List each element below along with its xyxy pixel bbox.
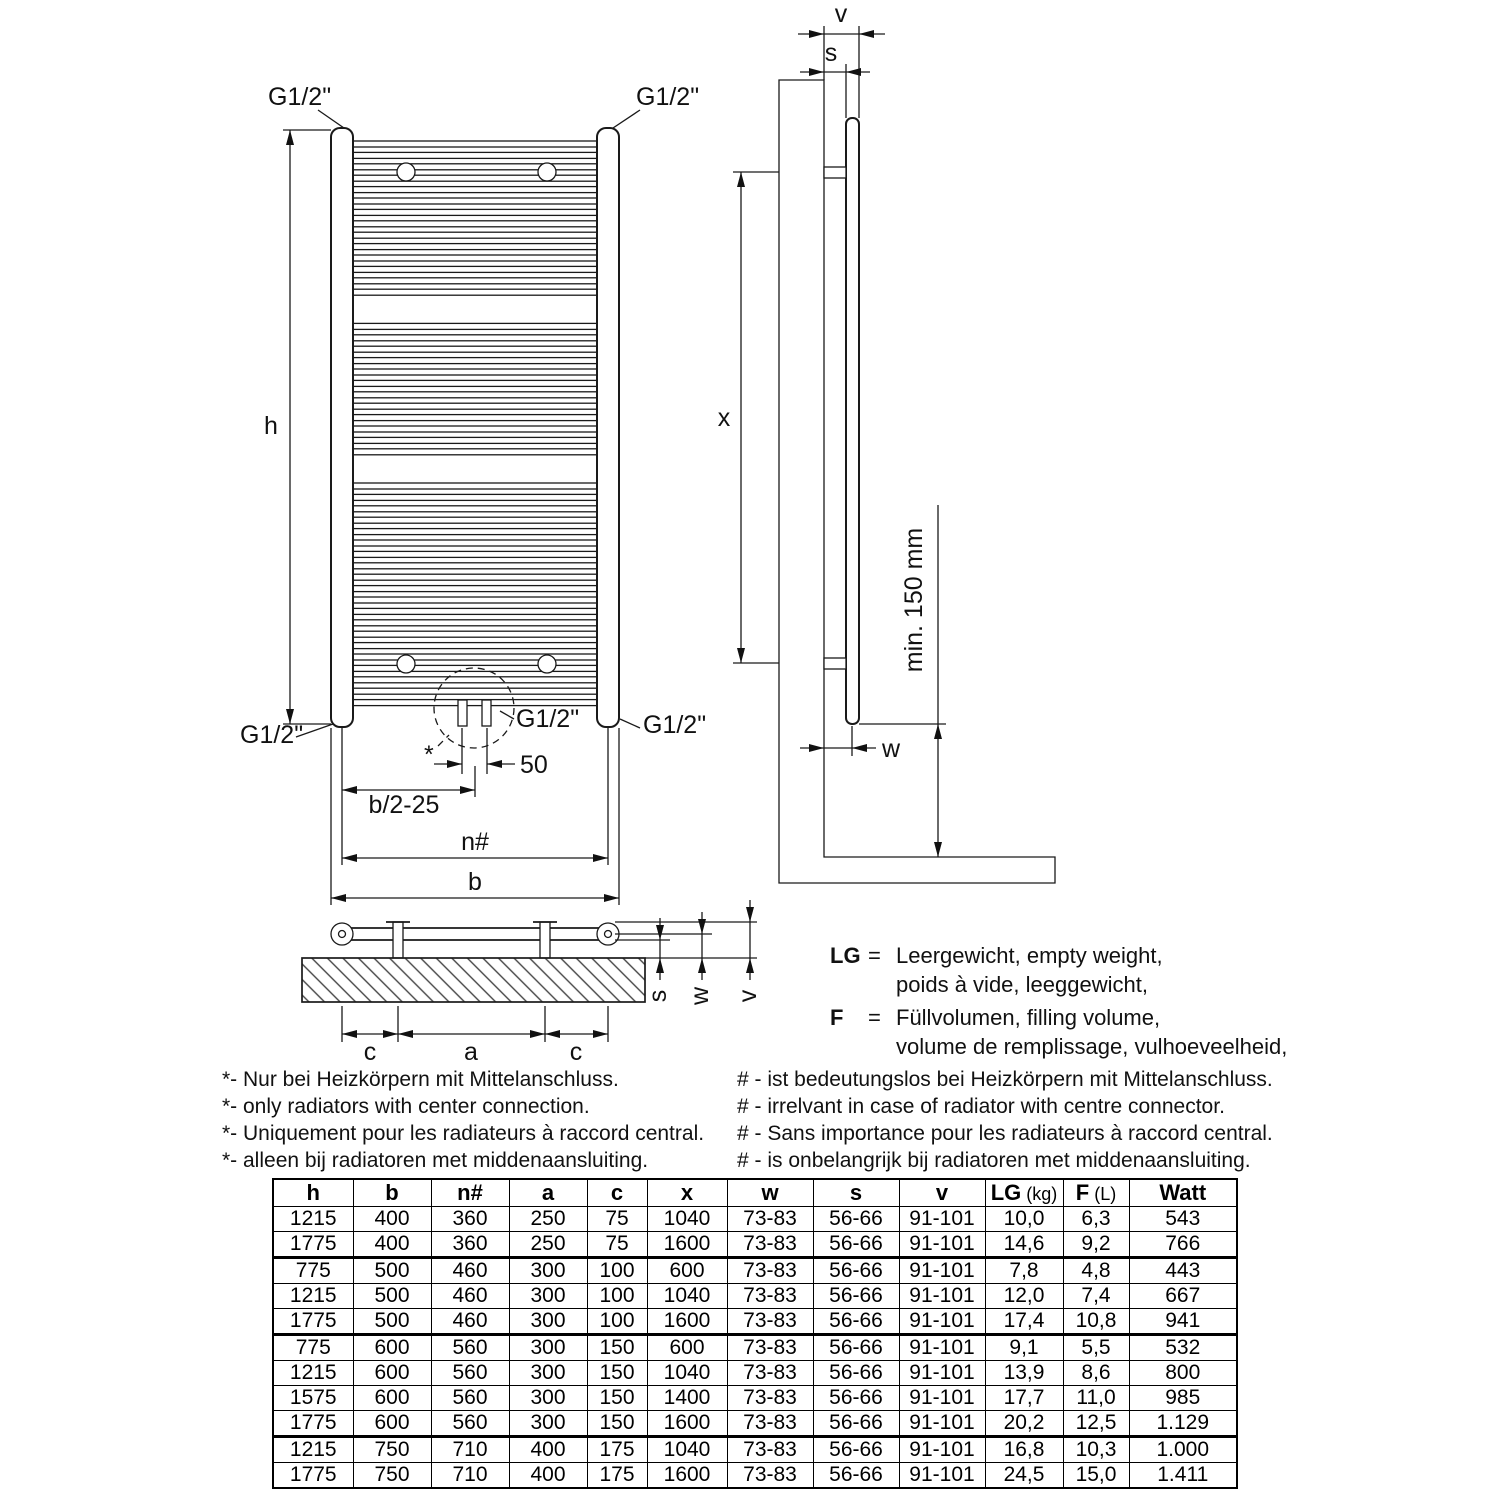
spec-cell: 56-66: [813, 1437, 899, 1463]
spec-cell: 500: [353, 1258, 431, 1284]
column-header-n: n#: [431, 1179, 509, 1207]
spec-cell: 150: [587, 1335, 647, 1361]
center-port: [458, 700, 467, 726]
spec-cell: 56-66: [813, 1361, 899, 1386]
spec-cell: 543: [1129, 1207, 1237, 1232]
spec-cell: 9,1: [985, 1335, 1063, 1361]
spec-cell: 300: [509, 1386, 587, 1411]
spec-cell: 17,7: [985, 1386, 1063, 1411]
spec-cell: 73-83: [727, 1284, 813, 1309]
spec-cell: 56-66: [813, 1232, 899, 1258]
spec-cell: 75: [587, 1232, 647, 1258]
spec-row: [273, 1463, 1237, 1489]
spec-cell: 560: [431, 1411, 509, 1437]
dim-b-label: b: [468, 868, 482, 896]
spec-cell: 1775: [273, 1232, 353, 1258]
spec-cell: 1400: [647, 1386, 727, 1411]
spec-row: [273, 1258, 1237, 1284]
dim-a-label: a: [464, 1038, 478, 1066]
dim-50-label: 50: [520, 751, 548, 779]
spec-cell: 1600: [647, 1232, 727, 1258]
footnote-line: *- only radiators with center connection.: [222, 1095, 590, 1118]
legend-item-f: [830, 1003, 1287, 1061]
spec-cell: 150: [587, 1411, 647, 1437]
spec-cell: 250: [509, 1207, 587, 1232]
spec-cell: 91-101: [899, 1437, 985, 1463]
plan-view: [302, 900, 762, 1066]
front-conn-top-left-label: G1/2": [268, 83, 332, 111]
spec-table: [272, 1178, 1238, 1489]
legend-text-line: Leergewicht, empty weight,: [896, 943, 1163, 968]
legend-text-line: volume de remplissage, vulhoeveelheid,: [896, 1034, 1288, 1059]
spec-table-body: [273, 1207, 1237, 1489]
dim-x-label: x: [717, 404, 731, 432]
spec-cell: 460: [431, 1258, 509, 1284]
spec-cell: 175: [587, 1437, 647, 1463]
radiator-side-profile: [846, 118, 859, 724]
spec-cell: 600: [353, 1411, 431, 1437]
spec-cell: 443: [1129, 1258, 1237, 1284]
wall-floor-section: [779, 80, 1055, 883]
spec-cell: 91-101: [899, 1335, 985, 1361]
spec-cell: 91-101: [899, 1361, 985, 1386]
spec-cell: 16,8: [985, 1437, 1063, 1463]
spec-cell: 9,2: [1063, 1232, 1129, 1258]
spec-cell: 150: [587, 1386, 647, 1411]
footnote-line: # - Sans importance pour les radiateurs à raccord central.: [737, 1122, 1273, 1145]
column-header-a: a: [509, 1179, 587, 1207]
spec-cell: 750: [353, 1463, 431, 1489]
spec-cell: 1775: [273, 1411, 353, 1437]
spec-cell: 100: [587, 1309, 647, 1335]
column-header-f: F (L): [1063, 1179, 1129, 1207]
plan-dim-v-label: v: [734, 989, 762, 1003]
spec-row: [273, 1361, 1237, 1386]
footnote-line: # - irrelvant in case of radiator with centre connector.: [737, 1095, 1225, 1118]
spec-cell: 460: [431, 1309, 509, 1335]
spec-cell: 750: [353, 1437, 431, 1463]
spec-cell: 56-66: [813, 1463, 899, 1489]
spec-cell: 10,0: [985, 1207, 1063, 1232]
footnote-line: # - is onbelangrijk bij radiatoren met middenaansluiting.: [737, 1149, 1251, 1172]
spec-cell: 1775: [273, 1463, 353, 1489]
spec-cell: 20,2: [985, 1411, 1063, 1437]
mount-point: [538, 163, 556, 181]
spec-cell: 150: [587, 1361, 647, 1386]
spec-cell: 7,8: [985, 1258, 1063, 1284]
spec-cell: 73-83: [727, 1207, 813, 1232]
spec-cell: 8,6: [1063, 1361, 1129, 1386]
spec-cell: 1600: [647, 1309, 727, 1335]
spec-cell: 1040: [647, 1207, 727, 1232]
spec-cell: 17,4: [985, 1309, 1063, 1335]
spec-cell: 250: [509, 1232, 587, 1258]
footnote-line: *- Uniquement pour les radiateurs à raccord central.: [222, 1122, 705, 1145]
min-clearance-label: min. 150 mm: [900, 527, 928, 673]
spec-cell: 710: [431, 1437, 509, 1463]
front-conn-bottom-center-label: G1/2": [516, 705, 580, 733]
spec-cell: 300: [509, 1411, 587, 1437]
column-header-x: x: [647, 1179, 727, 1207]
plan-dim-w-label: w: [686, 986, 714, 1006]
footnote-line: *- Nur bei Heizkörpern mit Mittelanschluss.: [222, 1068, 619, 1091]
spec-cell: 73-83: [727, 1258, 813, 1284]
legend-equals: =: [868, 1005, 881, 1030]
spec-cell: 1775: [273, 1309, 353, 1335]
collector-section-left: [331, 923, 353, 945]
spec-cell: 73-83: [727, 1335, 813, 1361]
spec-cell: 175: [587, 1463, 647, 1489]
spec-row: [273, 1335, 1237, 1361]
spec-cell: 73-83: [727, 1463, 813, 1489]
spec-cell: 941: [1129, 1309, 1237, 1335]
spec-cell: 500: [353, 1284, 431, 1309]
footnote-line: # - ist bedeutungslos bei Heizkörpern mit Mittelanschluss.: [737, 1068, 1273, 1091]
spec-cell: 600: [353, 1335, 431, 1361]
spec-row: [273, 1386, 1237, 1411]
spec-cell: 56-66: [813, 1258, 899, 1284]
spec-cell: 56-66: [813, 1386, 899, 1411]
front-view: [240, 83, 706, 905]
spec-cell: 1215: [273, 1207, 353, 1232]
spec-cell: 10,8: [1063, 1309, 1129, 1335]
right-collector-tube: [597, 128, 619, 727]
legend-text-line: poids à vide, leeggewicht,: [896, 972, 1148, 997]
spec-cell: 73-83: [727, 1437, 813, 1463]
plan-bracket-left: [393, 922, 403, 958]
spec-cell: 532: [1129, 1335, 1237, 1361]
spec-cell: 1040: [647, 1284, 727, 1309]
spec-cell: 100: [587, 1284, 647, 1309]
column-header-s: s: [813, 1179, 899, 1207]
spec-cell: 24,5: [985, 1463, 1063, 1489]
spec-cell: 91-101: [899, 1463, 985, 1489]
spec-cell: 56-66: [813, 1335, 899, 1361]
spec-cell: 300: [509, 1361, 587, 1386]
spec-cell: 56-66: [813, 1411, 899, 1437]
spec-cell: 560: [431, 1335, 509, 1361]
spec-cell: 300: [509, 1258, 587, 1284]
mount-point: [397, 655, 415, 673]
spec-cell: 985: [1129, 1386, 1237, 1411]
spec-cell: 73-83: [727, 1386, 813, 1411]
spec-cell: 800: [1129, 1361, 1237, 1386]
mount-point: [397, 163, 415, 181]
column-header-h: h: [273, 1179, 353, 1207]
spec-cell: 73-83: [727, 1361, 813, 1386]
column-header-w: w: [727, 1179, 813, 1207]
spec-cell: 1600: [647, 1463, 727, 1489]
radiator-rungs: [352, 141, 598, 706]
spec-cell: 91-101: [899, 1284, 985, 1309]
spec-cell: 1040: [647, 1361, 727, 1386]
spec-cell: 1600: [647, 1411, 727, 1437]
spec-cell: 100: [587, 1258, 647, 1284]
legend-item-lg: [830, 941, 1287, 999]
front-conn-bottom-left-label: G1/2": [240, 721, 304, 749]
legend-key-lg: LG: [830, 943, 861, 968]
spec-cell: 360: [431, 1207, 509, 1232]
dim-h-label: h: [264, 412, 278, 440]
column-header-v: v: [899, 1179, 985, 1207]
dim-c-left-label: c: [363, 1038, 377, 1066]
wall-bracket-top: [824, 167, 846, 178]
spec-cell: 10,3: [1063, 1437, 1129, 1463]
spec-table-header-row: [273, 1179, 1237, 1207]
spec-cell: 7,4: [1063, 1284, 1129, 1309]
spec-cell: 14,6: [985, 1232, 1063, 1258]
spec-row: [273, 1411, 1237, 1437]
legend-text-line: Füllvolumen, filling volume,: [896, 1005, 1161, 1030]
spec-cell: 710: [431, 1463, 509, 1489]
spec-cell: 560: [431, 1386, 509, 1411]
plan-bracket-right: [540, 922, 550, 958]
spec-cell: 91-101: [899, 1309, 985, 1335]
dim-c-right-label: c: [569, 1038, 583, 1066]
spec-row: [273, 1232, 1237, 1258]
spec-row: [273, 1284, 1237, 1309]
spec-cell: 6,3: [1063, 1207, 1129, 1232]
spec-cell: 73-83: [727, 1232, 813, 1258]
spec-cell: 1.411: [1129, 1463, 1237, 1489]
spec-cell: 600: [647, 1335, 727, 1361]
spec-cell: 1215: [273, 1361, 353, 1386]
spec-cell: 766: [1129, 1232, 1237, 1258]
spec-cell: 91-101: [899, 1207, 985, 1232]
spec-cell: 12,0: [985, 1284, 1063, 1309]
spec-cell: 360: [431, 1232, 509, 1258]
spec-cell: 600: [647, 1258, 727, 1284]
spec-cell: 1040: [647, 1437, 727, 1463]
spec-cell: 400: [509, 1437, 587, 1463]
spec-cell: 1.129: [1129, 1411, 1237, 1437]
spec-row: [273, 1437, 1237, 1463]
spec-cell: 1575: [273, 1386, 353, 1411]
spec-cell: 91-101: [899, 1258, 985, 1284]
spec-cell: 5,5: [1063, 1335, 1129, 1361]
spec-cell: 73-83: [727, 1309, 813, 1335]
spec-cell: 1.000: [1129, 1437, 1237, 1463]
center-connection-asterisk: *: [424, 741, 434, 769]
column-header-b: b: [353, 1179, 431, 1207]
spec-cell: 91-101: [899, 1232, 985, 1258]
spec-cell: 1215: [273, 1284, 353, 1309]
spec-cell: 500: [353, 1309, 431, 1335]
spec-cell: 91-101: [899, 1386, 985, 1411]
center-port: [482, 700, 491, 726]
spec-cell: 13,9: [985, 1361, 1063, 1386]
spec-row: [273, 1207, 1237, 1232]
dim-w-label: w: [882, 735, 901, 763]
column-header-watt: Watt: [1129, 1179, 1237, 1207]
spec-cell: 600: [353, 1386, 431, 1411]
column-header-c: c: [587, 1179, 647, 1207]
spec-cell: 300: [509, 1284, 587, 1309]
spec-cell: 460: [431, 1284, 509, 1309]
spec-cell: 775: [273, 1258, 353, 1284]
dim-s-label: s: [824, 39, 838, 67]
wall-plan-section: [302, 958, 645, 1002]
spec-cell: 91-101: [899, 1411, 985, 1437]
spec-cell: 56-66: [813, 1207, 899, 1232]
spec-cell: 73-83: [727, 1411, 813, 1437]
spec-cell: 400: [353, 1232, 431, 1258]
spec-cell: 1215: [273, 1437, 353, 1463]
dim-n-label: n#: [461, 828, 489, 856]
spec-cell: 560: [431, 1361, 509, 1386]
spec-cell: 300: [509, 1309, 587, 1335]
front-conn-bottom-right-label: G1/2": [643, 711, 707, 739]
spec-row: [273, 1309, 1237, 1335]
spec-cell: 300: [509, 1335, 587, 1361]
spec-cell: 775: [273, 1335, 353, 1361]
spec-cell: 75: [587, 1207, 647, 1232]
spec-cell: 11,0: [1063, 1386, 1129, 1411]
legend: [830, 941, 1287, 1065]
footnote-line: *- alleen bij radiatoren met middenaansluiting.: [222, 1149, 649, 1172]
spec-cell: 400: [353, 1207, 431, 1232]
side-view: [718, 0, 1055, 883]
footnotes-hash: [737, 1066, 1273, 1174]
spec-cell: 15,0: [1063, 1463, 1129, 1489]
dim-v-label: v: [834, 0, 848, 28]
spec-cell: 56-66: [813, 1284, 899, 1309]
dim-b2-25-label: b/2-25: [368, 791, 440, 819]
legend-key-f: F: [830, 1005, 844, 1030]
footnotes-star: [222, 1066, 704, 1174]
mount-point: [538, 655, 556, 673]
spec-cell: 600: [353, 1361, 431, 1386]
left-collector-tube: [331, 128, 353, 727]
front-conn-top-right-label: G1/2": [636, 83, 700, 111]
plan-dim-s-label: s: [644, 989, 672, 1003]
legend-equals: =: [868, 943, 881, 968]
spec-cell: 667: [1129, 1284, 1237, 1309]
spec-cell: 400: [509, 1463, 587, 1489]
column-header-lg: LG (kg): [985, 1179, 1063, 1207]
wall-bracket-bottom: [824, 658, 846, 669]
spec-cell: 4,8: [1063, 1258, 1129, 1284]
spec-cell: 12,5: [1063, 1411, 1129, 1437]
spec-cell: 56-66: [813, 1309, 899, 1335]
